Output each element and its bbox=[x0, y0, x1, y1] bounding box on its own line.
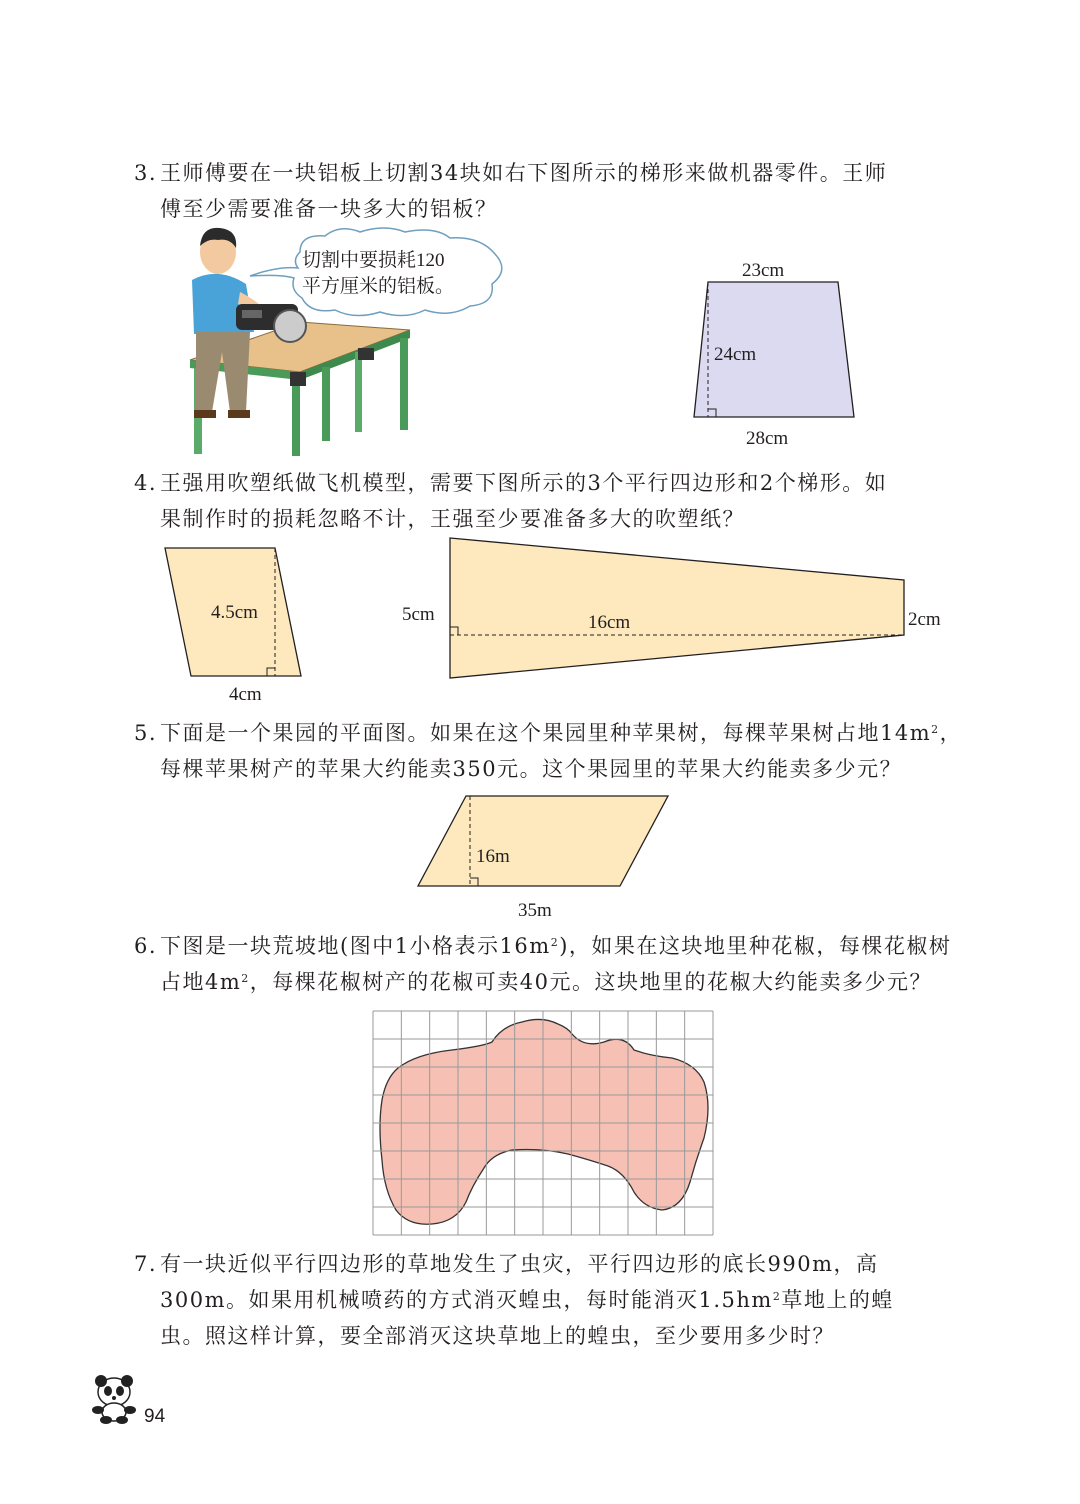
question-number: 4. bbox=[134, 471, 158, 495]
base-label: 4cm bbox=[229, 684, 262, 705]
question-number: 6. bbox=[134, 934, 158, 958]
question-number: 3. bbox=[134, 161, 158, 185]
question-text-line: 虫。照这样计算，要全部消灭这块草地上的蝗虫，至少要用多少时？ bbox=[160, 1324, 835, 1348]
superscript: 2 bbox=[550, 936, 560, 949]
worker-illustration bbox=[150, 222, 510, 462]
left-base-label: 5cm bbox=[402, 604, 435, 625]
panda-icon bbox=[88, 1372, 140, 1424]
long-trapezoid-figure bbox=[398, 532, 958, 684]
question-text-line: 占地4m bbox=[160, 970, 242, 994]
long-trapezoid-shape bbox=[450, 538, 904, 678]
question-text-line: 300m。如果用机械喷药的方式消灭蝗虫，每时能消灭1.5hm bbox=[160, 1288, 773, 1312]
question-text-line: 草地上的蝗 bbox=[781, 1288, 894, 1312]
question-number: 5. bbox=[134, 721, 158, 745]
question-6 bbox=[134, 928, 964, 1000]
superscript: 2 bbox=[241, 972, 250, 985]
top-base-label: 23cm bbox=[742, 260, 785, 281]
question-text-line: 果制作时的损耗忽略不计，王强至少要准备多大的吹塑纸？ bbox=[160, 507, 745, 531]
height-label: 16m bbox=[476, 846, 510, 867]
base-label: 35m bbox=[518, 900, 552, 921]
question-3 bbox=[134, 155, 964, 227]
question-text-line: 王师傅要在一块铝板上切割34块如右下图所示的梯形来做机器零件。王师 bbox=[160, 161, 888, 185]
speech-text-line: 平方厘米的铝板。 bbox=[302, 276, 455, 297]
slope-land-grid-figure bbox=[372, 1010, 714, 1236]
question-text-line: 有一块近似平行四边形的草地发生了虫灾，平行四边形的底长990m，高 bbox=[160, 1252, 879, 1276]
right-base-label: 2cm bbox=[908, 609, 941, 630]
trapezoid-figure bbox=[690, 252, 870, 457]
page-number: 94 bbox=[144, 1406, 166, 1427]
superscript: 2 bbox=[931, 723, 940, 736]
question-text-line: ，每棵花椒树产的花椒可卖40元。这块地里的花椒大约能卖多少元？ bbox=[249, 970, 933, 994]
question-text-line: 下图是一块荒坡地(图中1小格表示16m bbox=[160, 934, 551, 958]
question-5 bbox=[134, 715, 964, 787]
question-number: 7. bbox=[134, 1252, 158, 1276]
question-7 bbox=[134, 1246, 964, 1354]
height-label: 16cm bbox=[588, 612, 631, 633]
height-label: 4.5cm bbox=[211, 602, 258, 623]
question-text-line: 傅至少需要准备一块多大的铝板？ bbox=[160, 197, 498, 221]
speech-text-line: 切割中要损耗120 bbox=[302, 250, 445, 271]
question-text-line: 下面是一个果园的平面图。如果在这个果园里种苹果树，每棵苹果树占地14m bbox=[160, 721, 932, 745]
question-text-line: 每棵苹果树产的苹果大约能卖350元。这个果园里的苹果大约能卖多少元？ bbox=[160, 757, 903, 781]
orchard-parallelogram bbox=[418, 796, 668, 886]
question-4 bbox=[134, 465, 964, 537]
bottom-base-label: 28cm bbox=[746, 428, 789, 449]
question-text-line: )，如果在这块地里种花椒，每棵花椒树 bbox=[559, 934, 952, 958]
superscript: 2 bbox=[772, 1290, 782, 1303]
punctuation: ， bbox=[939, 721, 963, 745]
parallelogram-figure bbox=[155, 540, 315, 710]
speech-bubble bbox=[250, 228, 502, 316]
orchard-figure bbox=[410, 792, 680, 924]
height-label: 24cm bbox=[714, 344, 757, 365]
question-text-line: 王强用吹塑纸做飞机模型，需要下图所示的3个平行四边形和2个梯形。如 bbox=[160, 471, 888, 495]
